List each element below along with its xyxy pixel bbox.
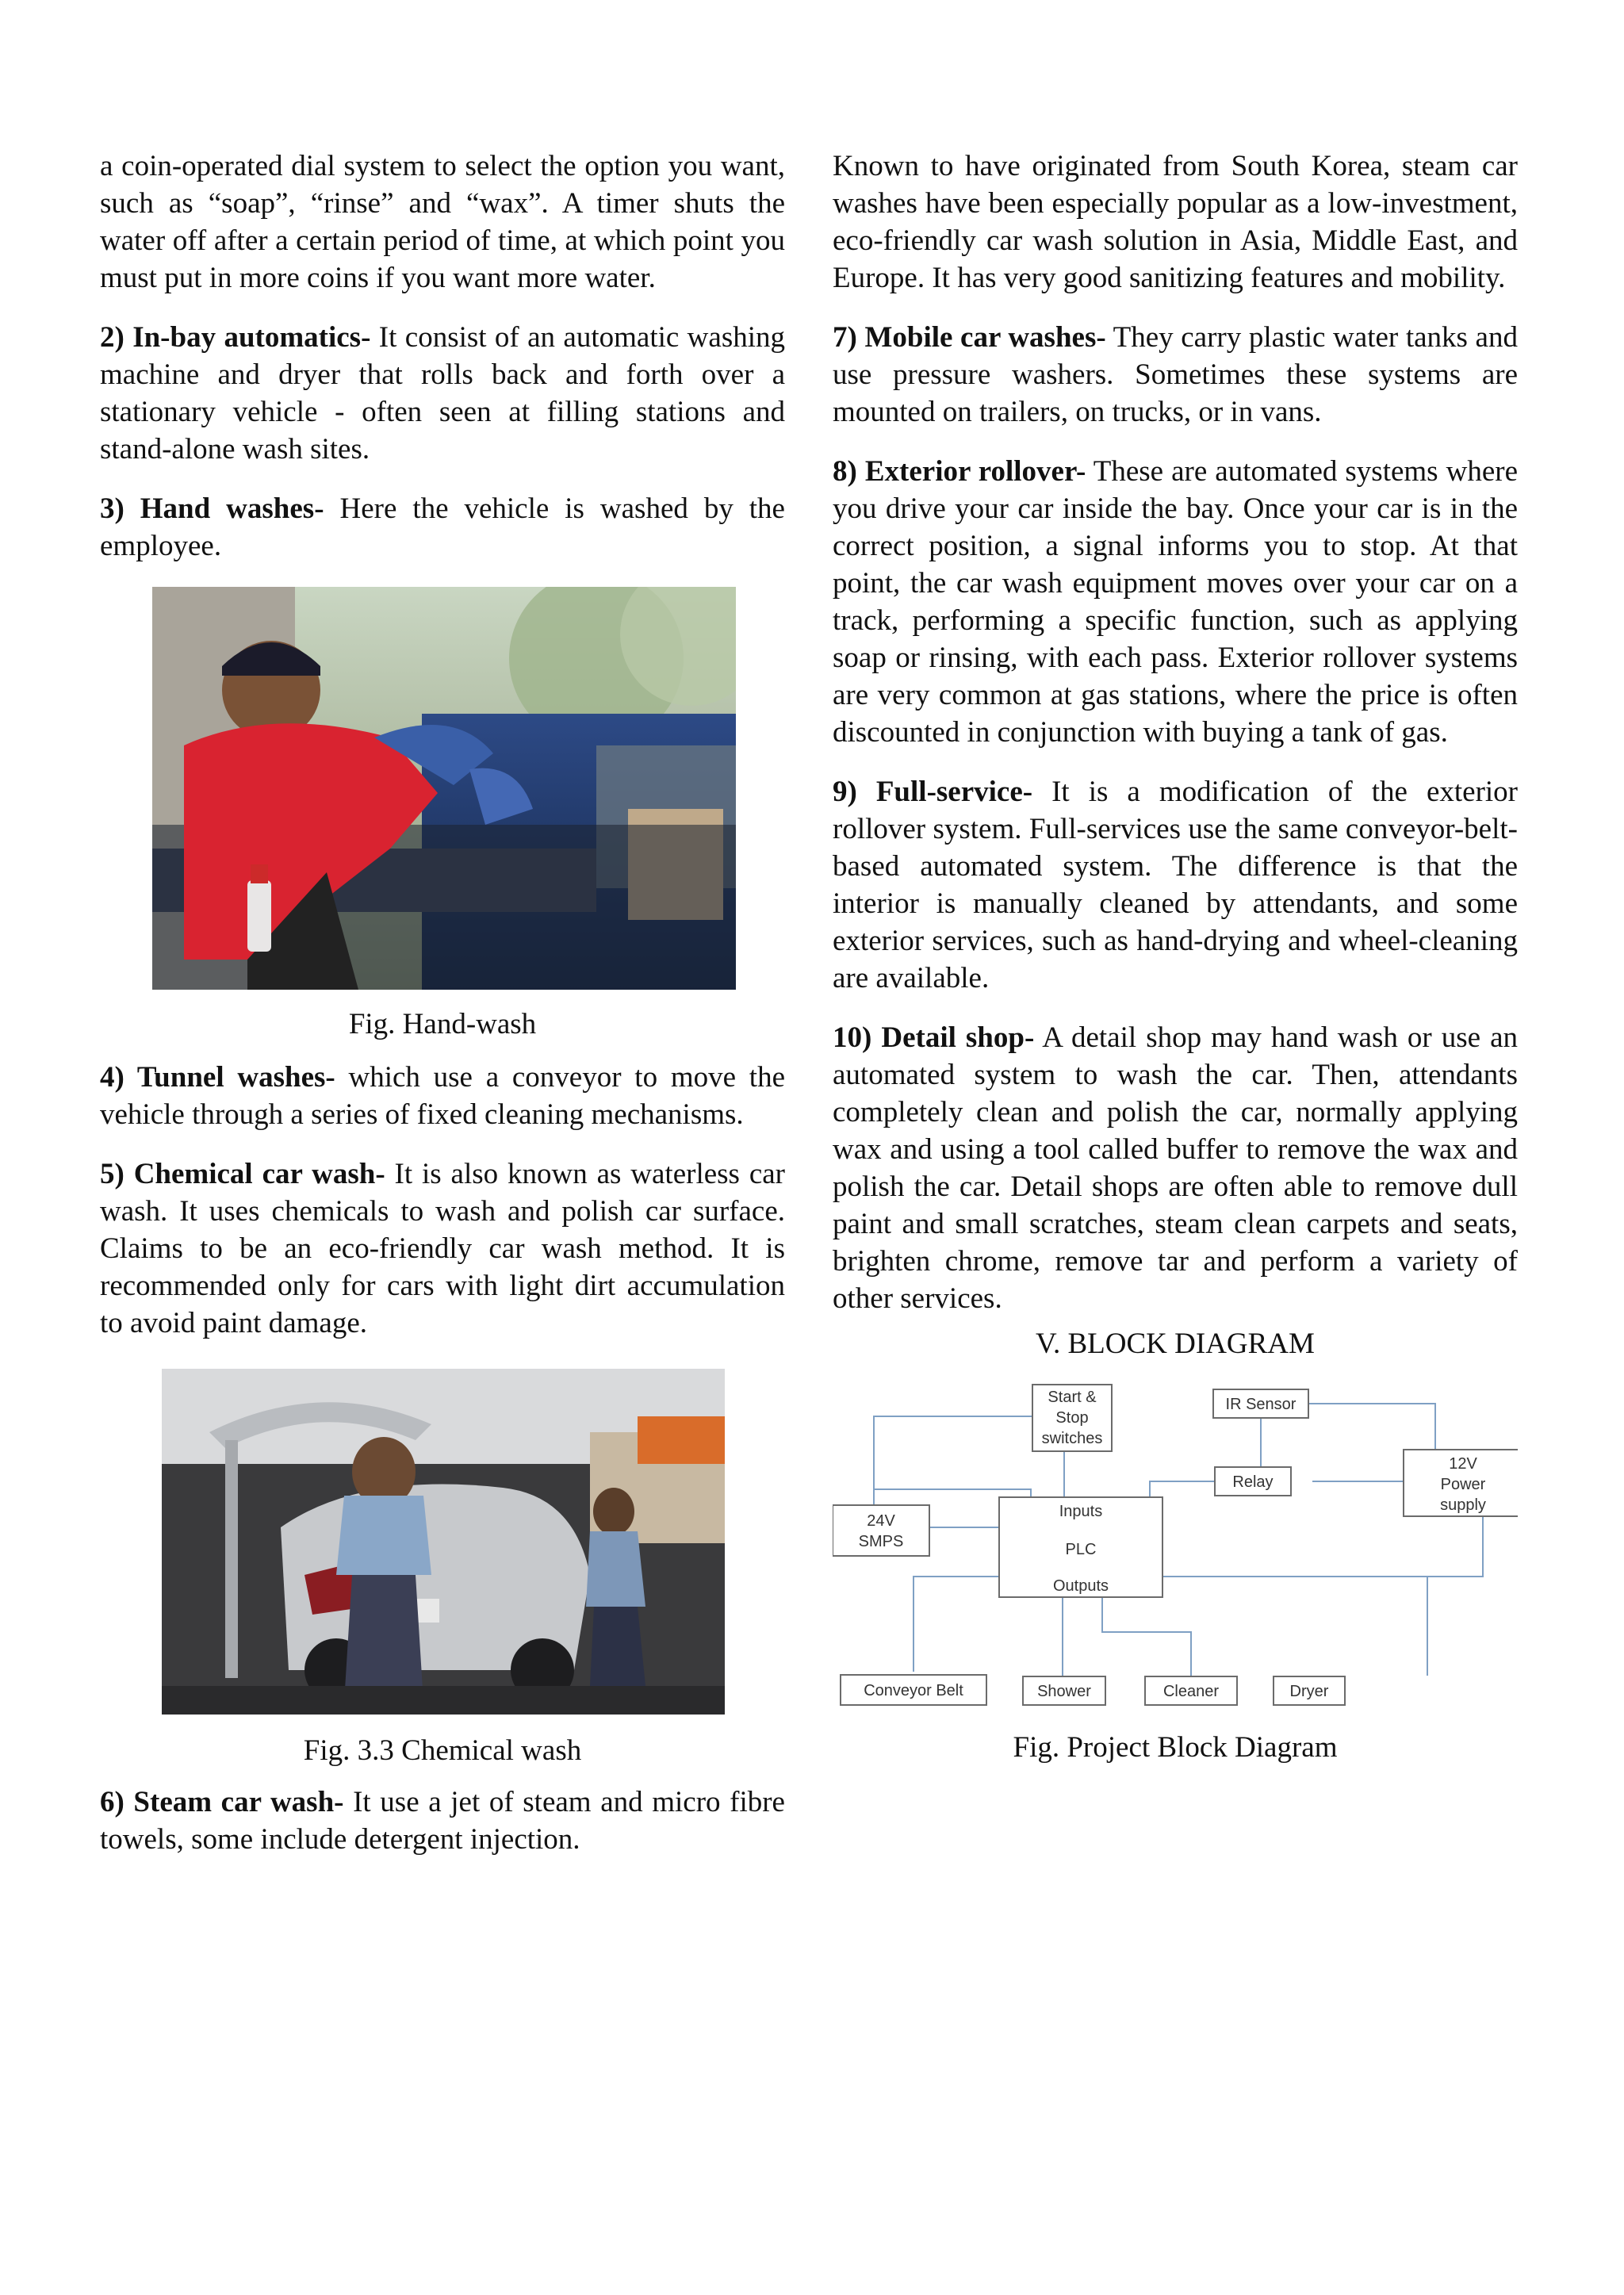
paragraph-text: It is also known as waterless car wash. It uses chemicals to wash and polish car surface. Claims to be an eco-friendly car wash method. It is recommended only for cars with light dirt accumulation to avoid paint damage.	[100, 1158, 785, 1339]
paragraph-heading: 5) Chemical car wash-	[100, 1158, 385, 1190]
paragraph-text: A detail shop may hand wash or use an automated system to wash the car. Then, attendants completely clean and polish the car, normally applying wax and using a tool called buffer to remove the wax and polish the car. Detail shops are often able to remove dull paint and small scratches, steam clean carpets and seats, brighten chrome, remove tar and perform a variety of other services.	[833, 1021, 1518, 1315]
relay-label: Relay	[1232, 1473, 1274, 1491]
smps-label-2: SMPS	[858, 1533, 904, 1550]
paragraph-full-service	[833, 773, 1518, 997]
smps-label-1: 24V	[867, 1512, 895, 1530]
shower-label: Shower	[1037, 1683, 1091, 1700]
start-stop-label-1: Start &	[1048, 1389, 1097, 1406]
dryer-label: Dryer	[1289, 1683, 1329, 1700]
cleaner-label: Cleaner	[1162, 1683, 1220, 1700]
paragraph-heading: 6) Steam car wash-	[100, 1786, 344, 1818]
paragraph-steam-continued	[833, 148, 1518, 297]
paragraph-tunnel-washes	[100, 1059, 785, 1133]
block-diagram	[833, 1378, 1518, 1719]
plc-label: PLC	[1065, 1541, 1097, 1558]
paragraph-text: It use a jet of steam and micro fibre towels, some include detergent injection.	[100, 1786, 785, 1856]
paragraph-coin-dial	[100, 148, 785, 297]
paragraph-heading: 4) Tunnel washes-	[100, 1061, 335, 1094]
paragraph-text: a coin-operated dial system to select the option you want, such as “soap”, “rinse” and “wax”. A timer shuts the water off after a certain period of time, at which point you must put in more coins if you want more water.	[100, 150, 785, 294]
power-supply-label-1: 12V	[1449, 1455, 1477, 1473]
figure-caption-block-diagram: Fig. Project Block Diagram	[1013, 1731, 1338, 1764]
paragraph-text: Known to have originated from South Korea, steam car washes have been especially popular as a low-investment, eco-friendly car wash solution in Asia, Middle East, and Europe. It has very good sanitizing features and mobility.	[833, 150, 1518, 294]
paragraph-detail-shop	[833, 1019, 1518, 1317]
paragraph-text: which use a conveyor to move the vehicle through a series of fixed cleaning mechanisms.	[100, 1061, 785, 1131]
power-supply-label-2: Power	[1440, 1476, 1486, 1493]
paragraph-heading: 7) Mobile car washes-	[833, 321, 1106, 354]
paragraph-heading: 9) Full-service-	[833, 776, 1033, 808]
conveyor-belt-label: Conveyor Belt	[864, 1682, 963, 1699]
plc-outputs-label: Outputs	[1052, 1577, 1109, 1595]
paragraph-heading: 2) In-bay automatics-	[100, 321, 371, 354]
paragraph-hand-washes	[100, 490, 785, 565]
paragraph-exterior-rollover	[833, 453, 1518, 751]
chemical-wash-photo-illustration	[162, 1369, 725, 1715]
paragraph-heading: 8) Exterior rollover-	[833, 455, 1086, 488]
plc-inputs-label: Inputs	[1059, 1503, 1103, 1520]
figure-caption-handwash: Fig. Hand-wash	[348, 1008, 537, 1040]
start-stop-label-3: switches	[1041, 1430, 1103, 1447]
left-column	[100, 148, 785, 1880]
figure-caption-chemical-wash: Fig. 3.3 Chemical wash	[303, 1734, 582, 1767]
diagram-connectors	[874, 1404, 1483, 1676]
diagram-boxes	[833, 1385, 1518, 1705]
right-column	[833, 148, 1518, 1766]
start-stop-label-2: Stop	[1055, 1409, 1089, 1427]
paragraph-text: Here the vehicle is washed by the employee.	[100, 492, 785, 562]
paragraph-heading: 3) Hand washes-	[100, 492, 324, 525]
handwash-photo	[152, 587, 736, 990]
paragraph-text: These are automated systems where you drive your car inside the bay. Once your car is in the correct position, a signal informs you to stop. At that point, the car wash equipment moves over your car on a track, performing a specific function, such as applying soap or rinsing, with each pass. Exterior rollover systems are very common at gas stations, where the price is often discounted in conjunction with buying a tank of gas.	[833, 455, 1518, 749]
block-diagram-svg	[833, 1378, 1518, 1719]
paragraph-mobile-car-washes	[833, 319, 1518, 431]
power-supply-label-3: supply	[1440, 1496, 1486, 1514]
paragraph-text: It consist of an automatic washing machine and dryer that rolls back and forth over a stationary vehicle - often seen at filling stations and stand-alone wash sites.	[100, 321, 785, 466]
chemical-wash-photo	[162, 1369, 725, 1715]
paragraph-heading: 10) Detail shop-	[833, 1021, 1035, 1054]
diagram-labels	[859, 1389, 1486, 1700]
section-title-block-diagram: V. BLOCK DIAGRAM	[1036, 1328, 1315, 1360]
paragraph-text: It is a modification of the exterior rollover system. Full-services use the same conveyor-belt-based automated system. The difference is that the interior is manually cleaned by attendants, and some exterior services, such as hand-drying and wheel-cleaning are available.	[833, 776, 1518, 994]
paragraph-text: They carry plastic water tanks and use pressure washers. Sometimes these systems are mounted on trailers, on trucks, or in vans.	[833, 321, 1518, 428]
ir-sensor-label: IR Sensor	[1225, 1396, 1297, 1413]
handwash-photo-illustration	[152, 587, 736, 990]
paragraph-chemical-car-wash	[100, 1155, 785, 1342]
paragraph-steam-car-wash	[100, 1784, 785, 1858]
paragraph-in-bay-automatics	[100, 319, 785, 468]
